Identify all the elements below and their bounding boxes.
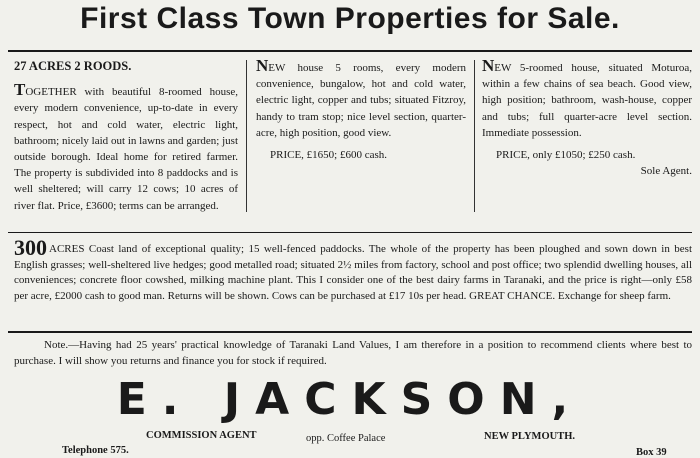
drop-cap: N (482, 56, 495, 75)
agent-name: E. JACKSON, (116, 374, 584, 425)
listing-body (14, 82, 238, 214)
listing-body (256, 58, 466, 141)
post-box: Box 39 (636, 447, 667, 458)
listing-body-text: EW 5-roomed house, situated Moturoa, within a few chains of sea beach. Good view, high position; bathroom, wash-house, copper and tubs; full quarter-acre level section. Immediate possession. (482, 62, 692, 139)
listing-body (482, 58, 692, 141)
agent-note-text: Note.—Having had 25 years' practical knowledge of Taranaki Land Values, I am therefore in a position to recommend clients where best to purchase. I will show you returns and finance you for stock if required. (14, 339, 692, 367)
page-headline: First Class Town Properties for Sale. (80, 2, 620, 35)
agent-address: opp. Coffee Palace (306, 433, 386, 444)
listing-price: PRICE, only £1050; £250 cash. (496, 149, 636, 162)
lower-rule (8, 331, 692, 333)
agent-role: COMMISSION AGENT (146, 430, 257, 441)
middle-rule (8, 232, 692, 233)
sole-agent-signoff: Sole Agent. (640, 165, 692, 178)
acres-text: ACRES Coast land of exceptional quality; 15 well-fenced paddocks. The whole of the property has been ploughed and sown down in best English grasses; well-sheltered live hedges; good metalled road; situated 2½ miles from factory, school and post office; two splendid dwelling houses, all conveniences; concrete floor cowshed, milking machine plant. This I consider one of the best dairy farms in Taranaki, and the price is right—only £58 per acre, £2000 cash to good man. Returns will be shown. Cows can be purchased at £17 10s per head. GREAT CHANCE. Exchange for sheep farm. (14, 243, 692, 302)
agent-town: NEW PLYMOUTH. (484, 431, 576, 442)
listing-price: PRICE, £1650; £600 cash. (270, 149, 388, 162)
drop-cap: N (256, 56, 269, 75)
listing-body-text: EW house 5 rooms, every modern convenience, bungalow, hot and cold water, electric light, copper and tubs; situated Fitzroy, handy to tram stop; nice level section, quarter-acre, high position, good view. (256, 62, 466, 139)
listing-subhead: 27 ACRES 2 ROODS. (14, 59, 132, 73)
acres-number: 300 (14, 235, 47, 260)
column-divider (246, 60, 247, 212)
listing-moturoa-house (482, 58, 692, 240)
top-rule (8, 50, 692, 52)
drop-cap: T (14, 80, 26, 100)
listing-fitzroy-house (256, 58, 466, 240)
agent-note (14, 338, 692, 369)
listing-body-text: OGETHER with beautiful 8-roomed house, every modern convenience, up-to-date in every respect, hot and cold water, electric light, bathroom; nicely laid out in lawns and garden; just outside borough. Ideal home for retired farmer. The property is subdivided into 8 paddocks and is well sheltered; will carry 12 cows; 10 acres of river flat. Price, £3600; terms can be arranged. (14, 86, 238, 212)
listing-300-acres (14, 235, 692, 304)
listing-27-acres (14, 58, 238, 240)
telephone: Telephone 575. (62, 445, 129, 456)
column-divider (474, 60, 475, 212)
